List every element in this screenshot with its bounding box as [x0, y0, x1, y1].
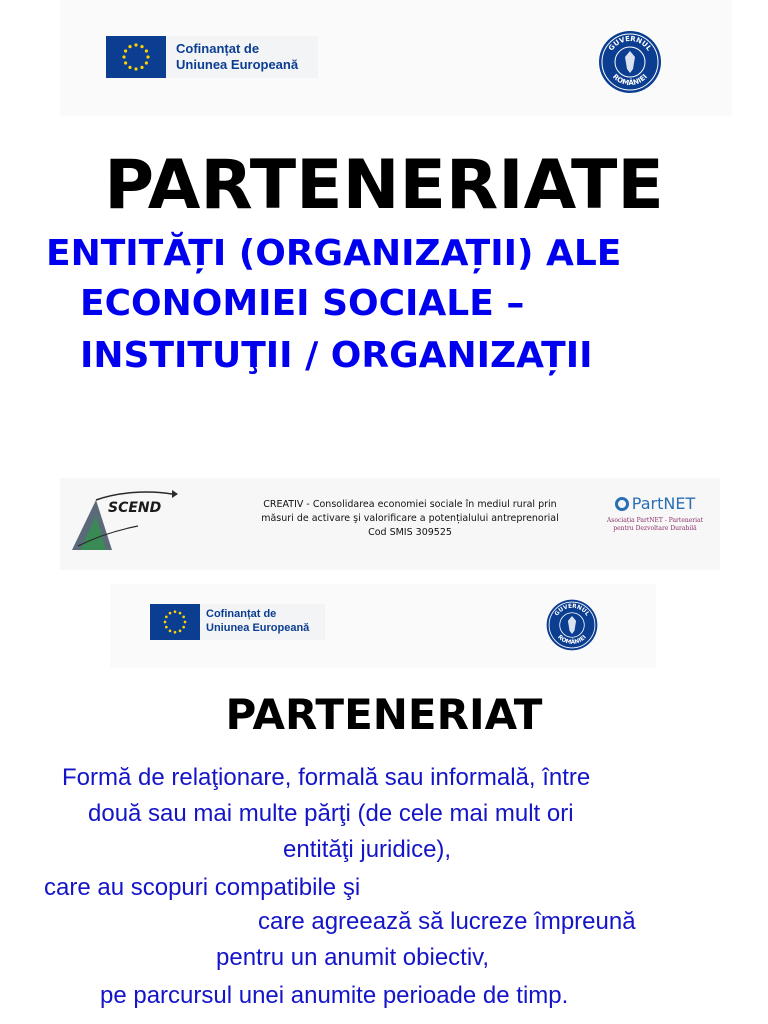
project-banner — [60, 478, 720, 570]
partnet-name: PartNET — [631, 494, 696, 513]
slide2-seal-text-bottom: ROMÂNIEI — [556, 634, 588, 646]
project-text-line-3: Cod SMIS 309525 — [368, 526, 452, 538]
ascend-logo — [68, 486, 178, 556]
partnet-logo — [600, 494, 710, 533]
partnet-sub-line-1: Asociația PartNET - Parteneriat — [606, 517, 704, 524]
eu-cofinancing-logo — [106, 36, 318, 78]
subtitle-line-2: ECONOMIEI SOCIALE – — [80, 283, 525, 324]
seal-text-bottom: ROMÂNIEI — [611, 72, 650, 88]
project-text-line-2: măsuri de activare şi valorificare a potențialului antreprenorial — [261, 512, 559, 524]
seal-text-top: GUVERNUL — [607, 34, 653, 53]
definition-line-5: care agreează să lucreze împreună — [258, 908, 636, 935]
slide2-eu-logo-line1: Cofinanțat de — [206, 608, 277, 621]
government-seal-icon — [597, 29, 663, 95]
definition-line-6: pentru un anumit obiectiv, — [216, 944, 490, 971]
slide2-seal-text-top: GUVERNUL — [553, 603, 591, 618]
slide2-eu-cofinancing-logo — [150, 604, 325, 640]
eu-flag-icon — [106, 36, 166, 78]
subtitle-line-3: INSTITUŢII / ORGANIZAȚII — [80, 335, 593, 376]
eu-logo-line2: Uniunea Europeană — [176, 57, 299, 72]
definition-line-3: entităţi juridice), — [283, 836, 452, 863]
definition-line-2: două sau mai multe părţi (de cele mai mult ori — [88, 800, 574, 827]
slide2-eu-logo-line2: Uniunea Europeană — [206, 622, 310, 634]
ascend-label: SCEND — [108, 500, 162, 516]
partnet-icon — [615, 497, 629, 511]
project-text-line-1: CREATIV - Consolidarea economiei sociale în mediul rural prin — [263, 499, 557, 510]
eu-logo-line1: Cofinanțat de — [176, 40, 260, 56]
slide1-title: PARTENERIATE — [104, 146, 664, 225]
subtitle-line-1: ENTITĂȚI (ORGANIZAȚII) ALE — [46, 233, 622, 274]
definition-line-1: Formă de relaţionare, formală sau informală, între — [62, 764, 591, 791]
slide2-eu-flag-icon — [150, 604, 200, 640]
slide2-government-seal-icon — [545, 598, 599, 652]
slide2-title: PARTENERIAT — [225, 690, 543, 739]
definition-line-7: pe parcursul unei anumite perioade de timp. — [100, 982, 569, 1009]
partnet-sub-line-2: pentru Dezvoltare Durabilă — [613, 524, 697, 532]
definition-line-4: care au scopuri compatibile şi — [44, 874, 361, 901]
project-description — [235, 498, 585, 539]
